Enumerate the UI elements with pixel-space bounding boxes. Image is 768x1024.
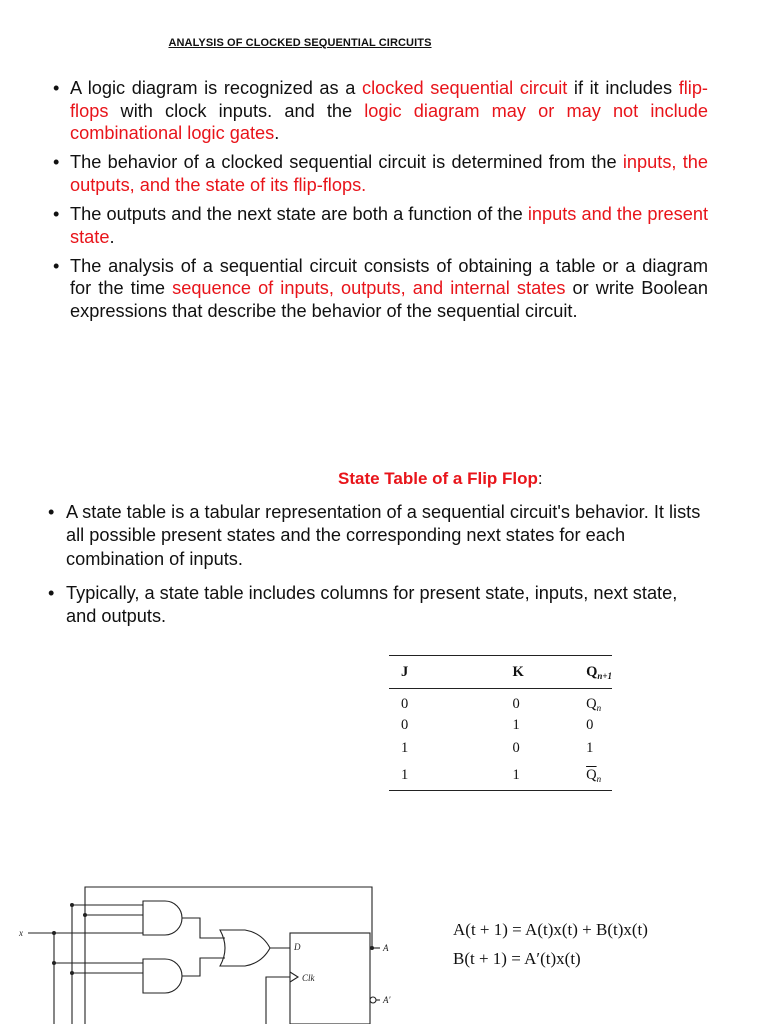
or-gate <box>220 930 270 966</box>
bullet-item <box>48 77 708 145</box>
junction-dot <box>70 903 74 907</box>
cell-j: 0 <box>401 717 409 733</box>
bullet-text: with clock inputs. and the <box>108 100 365 121</box>
bullet-text: The outputs and the next state are both a function of the <box>70 203 528 224</box>
cell-q-next <box>576 760 612 791</box>
clock-wire <box>266 977 290 1024</box>
bullet-text: if it includes <box>567 78 679 98</box>
cell-q-next <box>576 737 612 760</box>
junction-dot <box>70 971 74 975</box>
column-header-q-next <box>576 656 612 689</box>
cell-k: 0 <box>512 740 520 756</box>
bullet-text: or write Boolean expressions that describe the behavior of the sequential circuit. <box>70 278 709 321</box>
state-table-bullet-list <box>46 501 706 639</box>
q-bar-symbol: $\overline{Q}$ <box>586 766 597 783</box>
output-label-a-prime: A′ <box>383 995 391 1005</box>
bullet-text: A logic diagram is recognized as a <box>70 78 362 98</box>
q-subscript: n <box>596 703 602 713</box>
bullet-text: The behavior of a clocked sequential circuit is determined from the <box>70 152 623 173</box>
q-subscript: n+1 <box>597 670 612 681</box>
column-header-j: J <box>389 656 498 689</box>
q-subscript: n <box>596 773 602 784</box>
state-equations <box>453 915 648 973</box>
section-heading <box>338 469 543 489</box>
junction-dot <box>370 946 374 950</box>
intro-bullet-list <box>48 77 708 329</box>
q-value: 1 <box>586 740 594 756</box>
highlight-text: logic diagram may or may not include combinational logic gates <box>70 100 708 144</box>
highlight-text: clocked sequential circuit <box>361 78 568 98</box>
document-title: ANALYSIS OF CLOCKED SEQUENTIAL CIRCUITS <box>168 37 432 49</box>
cell-k: 1 <box>498 760 576 791</box>
wire <box>182 918 225 938</box>
q-symbol: Q <box>586 663 598 680</box>
cell-k: 1 <box>512 717 520 733</box>
junction-dot <box>52 931 56 935</box>
table-row <box>389 760 612 791</box>
junction-dot <box>83 913 87 917</box>
bullet-item <box>48 203 708 248</box>
junction-dot <box>52 961 56 965</box>
highlight-text: inputs, the outputs, and the state of its flip-flops. <box>70 152 708 195</box>
table-row <box>389 689 612 715</box>
table-row <box>389 714 612 737</box>
q-value: 0 <box>586 717 594 733</box>
jk-flip-flop-table <box>389 655 612 791</box>
bullet-text: Typically, a state table includes columns for present state, inputs, next state, and outputs. <box>66 582 678 627</box>
wire <box>182 958 225 976</box>
cell-j: 1 <box>389 760 498 791</box>
logic-circuit-diagram <box>0 875 440 1024</box>
bullet-text: . <box>274 123 280 144</box>
equation-b: B(t + 1) = A′(t)x(t) <box>453 949 581 968</box>
and-gate-2 <box>143 959 182 993</box>
feedback-wire-a <box>85 887 372 1024</box>
bullet-text: . <box>109 226 115 247</box>
table-row <box>389 737 612 760</box>
bullet-item <box>48 151 708 196</box>
cell-q-next <box>576 689 612 715</box>
cell-q-next <box>576 714 612 737</box>
bullet-item <box>46 501 706 571</box>
highlight-text: sequence of inputs, outputs, and internal states <box>172 278 566 299</box>
bullet-item <box>46 582 706 629</box>
cell-j: 0 <box>401 696 409 712</box>
and-gate-1 <box>143 901 182 935</box>
q-symbol: Q <box>586 696 597 712</box>
clock-triangle <box>290 972 298 982</box>
highlight-text: flip-flops <box>70 78 708 121</box>
table-header-row <box>389 656 612 689</box>
highlight-text: inputs and the present state <box>70 203 708 247</box>
cell-j: 1 <box>401 740 409 756</box>
section-heading-colon: : <box>537 469 543 488</box>
output-label-a: A <box>383 943 389 953</box>
bullet-text: The analysis of a sequential circuit consists of obtaining a table or a diagram for the time <box>70 255 708 299</box>
equation-a: A(t + 1) = A(t)x(t) + B(t)x(t) <box>453 920 648 939</box>
section-heading-text: State Table of a Flip Flop <box>338 469 538 488</box>
bullet-item <box>48 255 708 323</box>
d-input-label: D <box>294 942 301 952</box>
cell-k: 0 <box>512 696 520 712</box>
inversion-bubble <box>370 997 376 1003</box>
clk-input-label: Clk <box>302 973 315 983</box>
column-header-k: K <box>498 656 576 689</box>
input-label-x: x <box>19 928 23 938</box>
bullet-text: A state table is a tabular representation of a sequential circuit's behavior. It lists all possible present states and the corresponding next states for each combination of inputs. <box>66 502 701 569</box>
